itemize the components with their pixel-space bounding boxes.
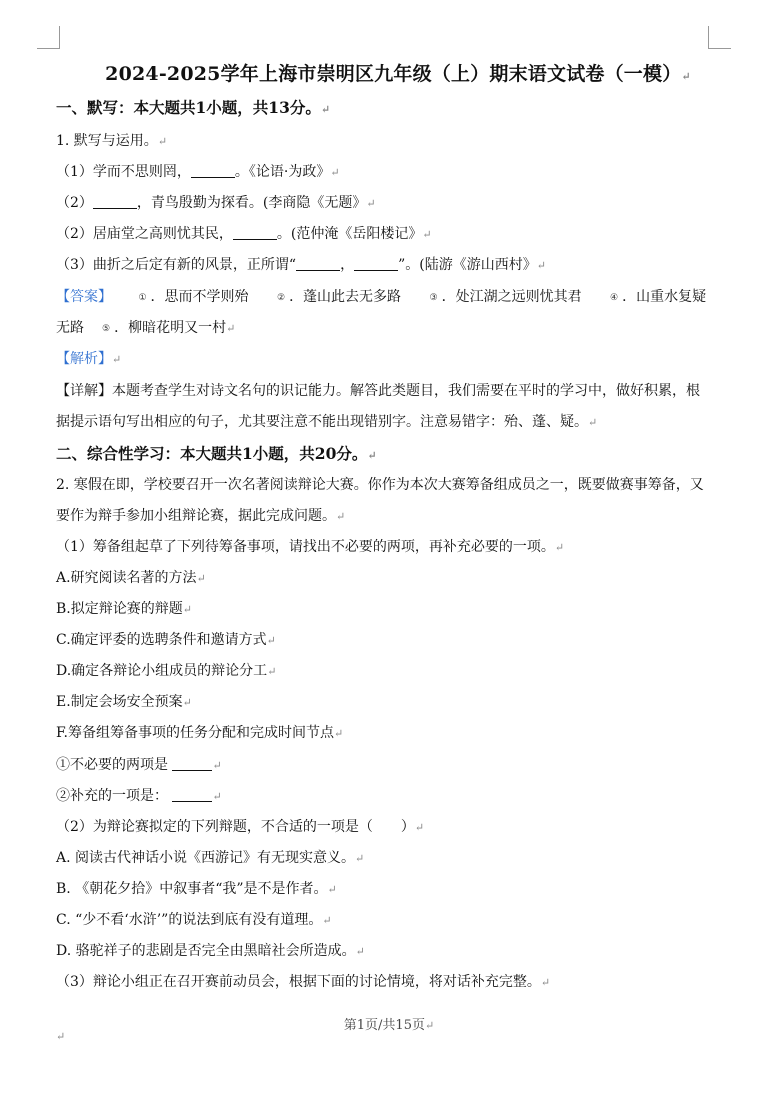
q1-item-3: （2）居庙堂之高则忧其民， 。(范仲淹《岳阳楼记》↵: [56, 226, 432, 242]
question1-label: 1. 默写与运用。↵: [56, 133, 168, 149]
answer-num: ④: [610, 293, 619, 303]
answer-blank[interactable]: [172, 787, 212, 802]
fill-supplement: ②补充的一项是： ↵: [56, 788, 222, 804]
answer-blank[interactable]: [354, 256, 398, 271]
option-e: E.制定会场安全预案↵: [56, 694, 192, 710]
answer-blank[interactable]: [296, 256, 340, 271]
answer-line-1: 【答案】 ① ．思而不学则殆 ② ．蓬山此去无多路 ③ ．处江湖之远则忧其君 ④ ．山重水复疑: [56, 289, 707, 305]
topic-option-a: A. 阅读古代神话小说《西游记》有无现实意义。↵: [56, 850, 365, 866]
answer-blank[interactable]: [233, 225, 277, 240]
answer-num: ①: [138, 293, 147, 303]
q2-text-2: 要作为辩手参加小组辩论赛，据此完成问题。↵: [56, 508, 346, 524]
section2-heading: 二、综合性学习：本大题共1小题，共20分。↵: [56, 444, 377, 463]
q2-text-1: 2. 寒假在即，学校要召开一次名著阅读辩论大赛。你作为本次大赛筹备组成员之一，既要做赛事筹备，又: [56, 477, 704, 493]
option-a: A.研究阅读名著的方法↵: [56, 570, 206, 586]
answer-tag: 【答案】: [56, 289, 112, 305]
page-footer: 第1页/共15页↵: [343, 1018, 435, 1033]
q1-item-2: （2） ，青鸟殷勤为探看。(李商隐《无题》↵: [56, 195, 376, 211]
sub-question-1: （1）筹备组起草了下列待筹备事项，请找出不必要的两项，再补充必要的一项。↵: [56, 539, 565, 555]
answer-blank[interactable]: [172, 756, 212, 771]
sub-question-3: （3）辩论小组正在召开赛前动员会，根据下面的讨论情境，将对话补充完整。↵: [56, 974, 551, 990]
option-b: B.拟定辩论赛的辩题↵: [56, 601, 192, 617]
answer-line-2: 无路 ⑤ ．柳暗花明又一村↵: [56, 320, 236, 336]
detail-line-1: 【详解】本题考查学生对诗文名句的识记能力。解答此类题目，我们需要在平时的学习中，做好积累，根: [56, 383, 700, 399]
paragraph-mark: ↵: [56, 1030, 66, 1043]
sub-question-2: （2）为辩论赛拟定的下列辩题，不合适的一项是（ ）↵: [56, 819, 425, 835]
topic-option-c: C. “少不看‘水浒’”的说法到底有没有道理。↵: [56, 912, 332, 928]
topic-option-b: B. 《朝花夕拾》中叙事者“我”是不是作者。↵: [56, 881, 337, 897]
fill-unnecessary: ①不必要的两项是 ↵: [56, 757, 222, 773]
detail-line-2: 据提示语句写出相应的句子，尤其要注意不能出现错别字。注意易错字：殆、蓬、疑。↵: [56, 414, 598, 430]
analysis-tag-line: 【解析】↵: [56, 351, 122, 367]
topic-option-d: D. 骆驼祥子的悲剧是否完全由黑暗社会所造成。↵: [56, 943, 365, 959]
crop-mark-top-right: [708, 26, 731, 49]
answer-blank[interactable]: [191, 163, 235, 178]
crop-mark-top-left: [37, 26, 60, 49]
option-f: F.筹备组筹备事项的任务分配和完成时间节点↵: [56, 725, 344, 741]
answer-num: ②: [276, 293, 286, 303]
answer-blank[interactable]: [93, 194, 137, 209]
q1-item-1: （1）学而不思则罔， 。《论语·为政》↵: [56, 164, 340, 180]
answer-num: ⑤: [102, 324, 111, 334]
page-title: 2024-2025学年上海市崇明区九年级（上）期末语文试卷（一模）↵: [105, 63, 691, 85]
option-c: C.确定评委的选聘条件和邀请方式↵: [56, 632, 276, 648]
section1-heading: 一、默写：本大题共1小题，共13分。↵: [56, 98, 331, 117]
q1-item-4: （3）曲折之后定有新的风景，正所谓“ ， ”。(陆游《游山西村》↵: [56, 257, 546, 273]
answer-num: ③: [429, 293, 438, 303]
option-d: D.确定各辩论小组成员的辩论分工↵: [56, 663, 277, 679]
